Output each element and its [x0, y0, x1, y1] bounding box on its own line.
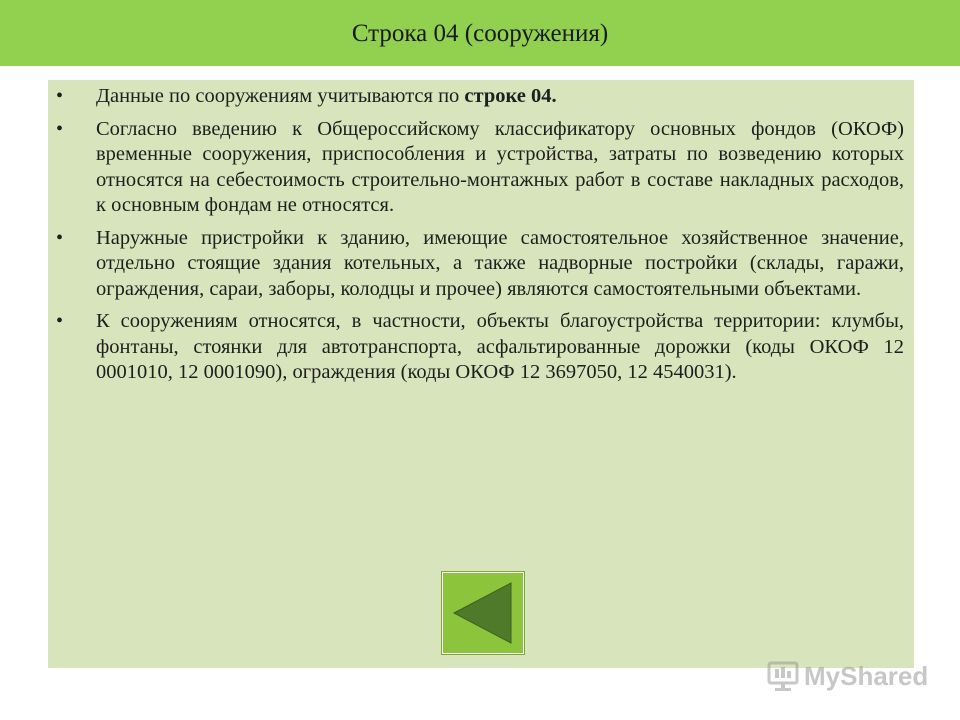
bullet-dot: • [56, 85, 64, 107]
presentation-board-icon [766, 659, 800, 693]
bullet-dot: • [56, 226, 64, 249]
bullet-text: Данные по сооружениям учитываются по [96, 85, 465, 107]
bullet-item-4 [48, 309, 908, 386]
bullet-item-3 [48, 226, 908, 303]
watermark [766, 656, 928, 696]
bullet-item-2 [48, 117, 908, 219]
bullet-dot: • [56, 117, 64, 140]
bullet-dot: • [56, 310, 64, 332]
slide-title: Строка 04 (сооружения) [351, 20, 609, 47]
bullet-bold-text: строке 04. [464, 85, 557, 107]
bullet-text: Наружные пристройки к зданию, имеющие самостоятельное хозяйственное значение, отдельно стоящие здания котельных, а также надворные постройки (склады, гаражи, ограждения, сараи, заборы, колодцы и прочее) являются самостоятельными объектами. [96, 226, 904, 300]
bullet-list [48, 84, 908, 393]
back-button[interactable] [442, 572, 524, 654]
watermark-text: MyShared [804, 660, 929, 691]
triangle-left-icon [443, 573, 523, 653]
bullet-text: К сооружениям относятся, в частности, объекты благоустройства территории: клумбы, фонтаны, стоянки для автотранспорта, асфальтированные дорожки (коды ОКОФ 12 0001010, 12 0001090), ограждения (коды ОКОФ 12 3697050, 12 4540031). [96, 310, 904, 383]
bullet-text: Согласно введению к Общероссийскому классификатору основных фондов (ОКОФ) временные сооружения, приспособления и устройства, затраты по возведению которых относятся на себестоимость строительно-монтажных работ в составе накладных расходов, к основным фондам не относятся. [96, 117, 904, 216]
bullet-item-1 [48, 84, 908, 110]
